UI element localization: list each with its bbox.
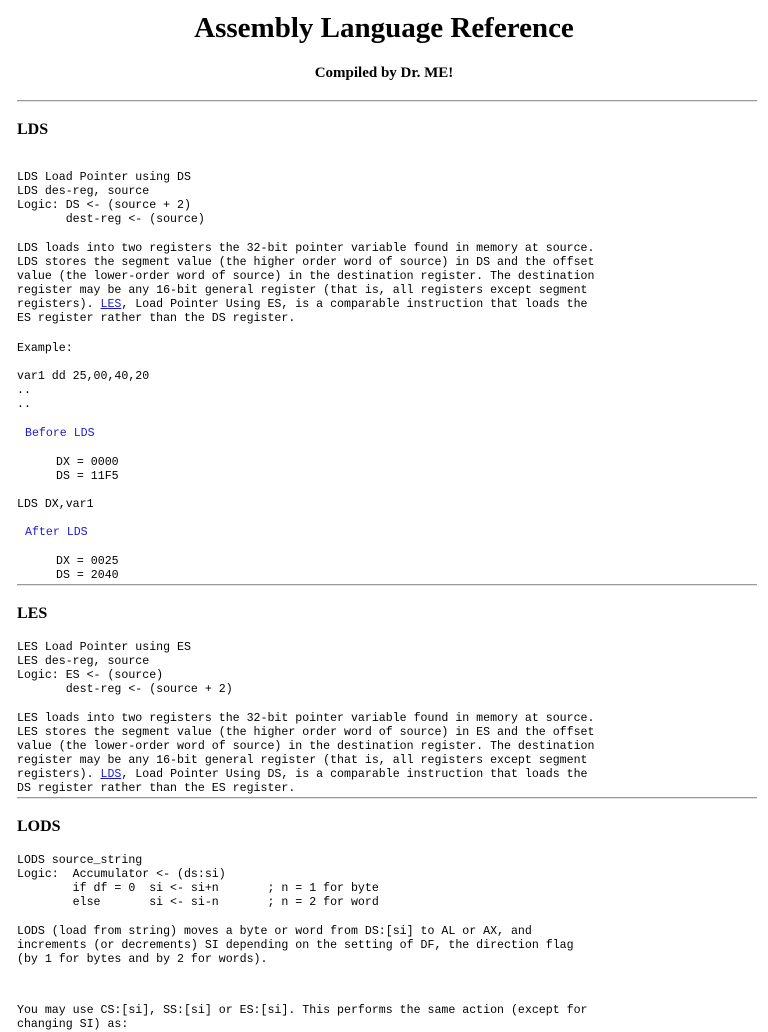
divider [17, 797, 757, 799]
section-heading-lds: LDS [17, 121, 49, 138]
les-syntax: LES Load Pointer using ES LES des-reg, source Logic: ES <- (source) dest-reg <- (source + 2) [17, 641, 233, 696]
les-description-text-1: LES loads into two registers the 32-bit pointer variable found in memory at source. LES stores the segment value (the higher order word of source) in ES and the offset value (the lower-order word of source) in the destination register. The destination register may be any 16-bit general register (that is, all registers except segment registers). [17, 712, 595, 781]
divider [17, 584, 757, 586]
lds-syntax: LDS Load Pointer using DS LDS des-reg, source Logic: DS <- (source + 2) dest-reg <- (source) [17, 171, 205, 226]
example-label: Example: [17, 342, 73, 355]
lds-description [17, 242, 594, 326]
section-heading-les: LES [17, 605, 48, 622]
after-registers: DX = 0025 DS = 2040 [56, 555, 119, 582]
lods-syntax: LODS source_string Logic: Accumulator <- (ds:si) if df = 0 si <- si+n ; n = 1 for byte else si <- si-n ; n = 2 for word [17, 854, 379, 909]
divider [17, 100, 757, 102]
lods-description: LODS (load from string) moves a byte or word from DS:[si] to AL or AX, and increments (or decrements) SI depending on the setting of DF, the direction flag (by 1 for bytes and by 2 for words). [17, 925, 574, 966]
before-registers: DX = 0000 DS = 11F5 [56, 456, 119, 483]
section-heading-lods: LODS [17, 818, 61, 835]
before-lds-label: Before LDS [25, 427, 95, 440]
after-lds-label: After LDS [25, 526, 88, 539]
lds-description-text-1: LDS loads into two registers the 32-bit pointer variable found in memory at source. LDS stores the segment value (the higher order word of source) in DS and the offset value (the lower-order word of source) in the destination register. The destination register may be any 16-bit general register (that is, all registers except segment registers). [17, 242, 595, 311]
page-subtitle: Compiled by Dr. ME! [314, 65, 454, 81]
les-description-text-2: , Load Pointer Using DS, is a comparable instruction that loads the DS register rather than the ES register. [17, 768, 588, 795]
example-code: var1 dd 25,00,40,20 .. .. [17, 370, 150, 411]
les-link[interactable]: LES [100, 298, 122, 311]
lds-link[interactable]: LDS [100, 768, 122, 781]
lods-note: You may use CS:[si], SS:[si] or ES:[si]. This performs the same action (except for changing SI) as: [17, 1004, 588, 1031]
lds-description-text-2: , Load Pointer Using ES, is a comparable instruction that loads the ES register rather than the DS register. [17, 298, 588, 325]
les-description [17, 712, 594, 796]
page-title: Assembly Language Reference [194, 12, 574, 44]
lds-instruction: LDS DX,var1 [17, 498, 94, 511]
